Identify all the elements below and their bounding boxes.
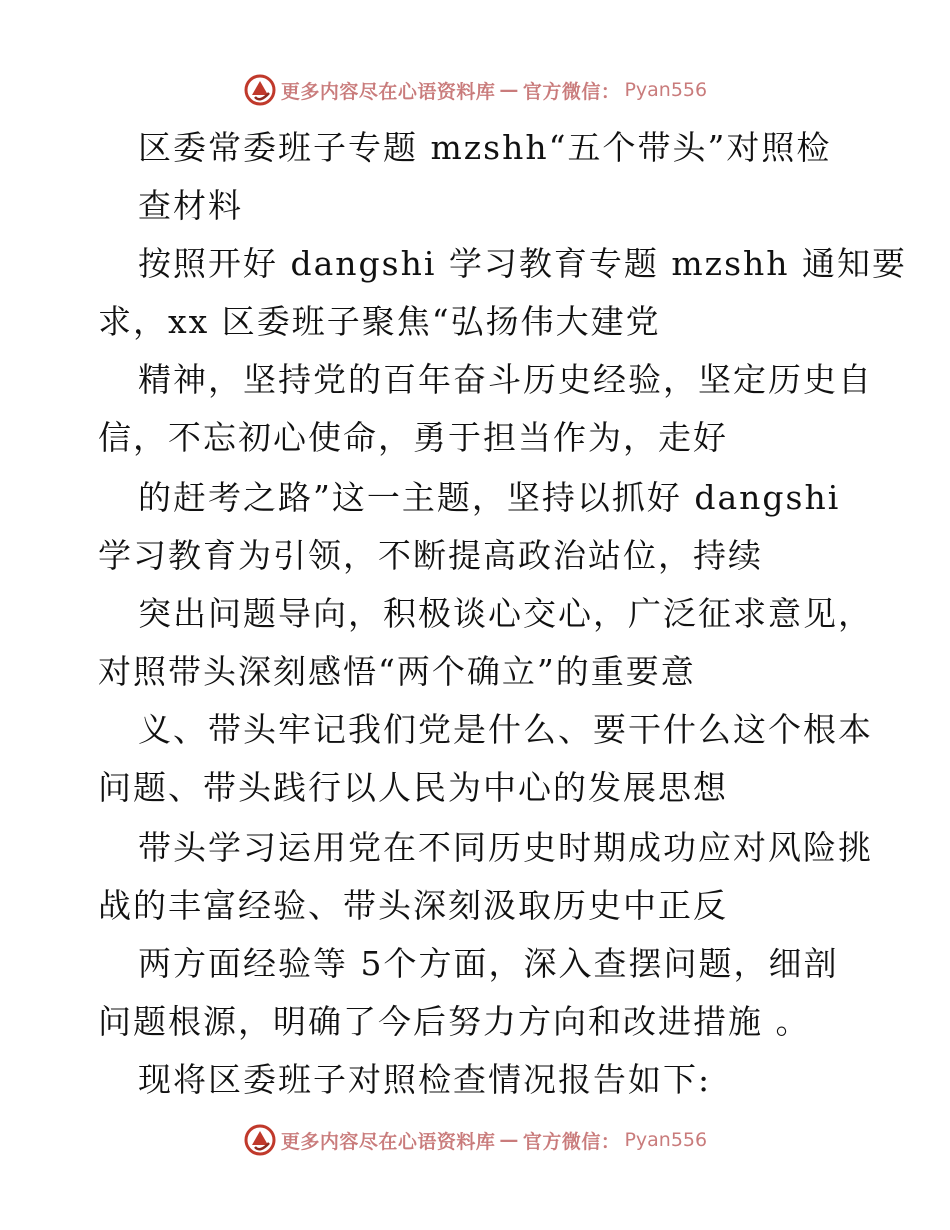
footer-watermark — [0, 1120, 950, 1160]
watermark-official-label: 官方微信： — [522, 80, 621, 103]
body-line: 现将区委班子对照检查情况报告如下: — [138, 1060, 712, 1099]
body-line: 学习教育为引领，不断提高政治站位，持续 — [98, 536, 763, 575]
body-line: 的赶考之路”这一主题，坚持以抓好 dangshi — [138, 478, 841, 517]
body-line: 对照带头深刻感悟“两个确立”的重要意 — [98, 652, 696, 691]
watermark-official-label: 官方微信： — [522, 1130, 621, 1153]
watermark-dash: — — [499, 1129, 519, 1151]
body-line: 信，不忘初心使命，勇于担当作为，走好 — [98, 418, 728, 457]
body-line: 问题根源，明确了今后努力方向和改进措施 。 — [98, 1002, 811, 1041]
body-line: 两方面经验等 5个方面，深入查摆问题，细剖 — [138, 944, 839, 983]
header-watermark — [0, 70, 950, 110]
watermark-logo-icon — [243, 1123, 277, 1157]
body-line: 义、带头牢记我们党是什么、要干什么这个根本 — [138, 710, 873, 749]
watermark-text: 更多内容尽在心语资料库 — [280, 80, 496, 103]
body-line: 精神，坚持党的百年奋斗历史经验，坚定历史自 — [138, 360, 873, 399]
body-line: 求，xx 区委班子聚焦“弘扬伟大建党 — [98, 302, 661, 341]
body-line: 按照开好 dangshi 学习教育专题 mzshh 通知要 — [138, 244, 907, 283]
document-title-line-1: 区委常委班子专题 mzshh“五个带头”对照检 — [138, 128, 832, 167]
document-title-line-2: 查材料 — [138, 186, 243, 225]
watermark-text: 更多内容尽在心语资料库 — [280, 1130, 496, 1153]
body-line: 问题、带头践行以人民为中心的发展思想 — [98, 768, 728, 807]
body-line: 突出问题导向，积极谈心交心，广泛征求意见， — [138, 594, 873, 633]
body-line: 带头学习运用党在不同历史时期成功应对风险挑 — [138, 828, 873, 867]
watermark-wechat-id: Pyan556 — [624, 79, 708, 101]
watermark-dash: — — [499, 79, 519, 101]
watermark-logo-icon — [243, 73, 277, 107]
body-line: 战的丰富经验、带头深刻汲取历史中正反 — [98, 886, 728, 925]
watermark-wechat-id: Pyan556 — [624, 1129, 708, 1151]
